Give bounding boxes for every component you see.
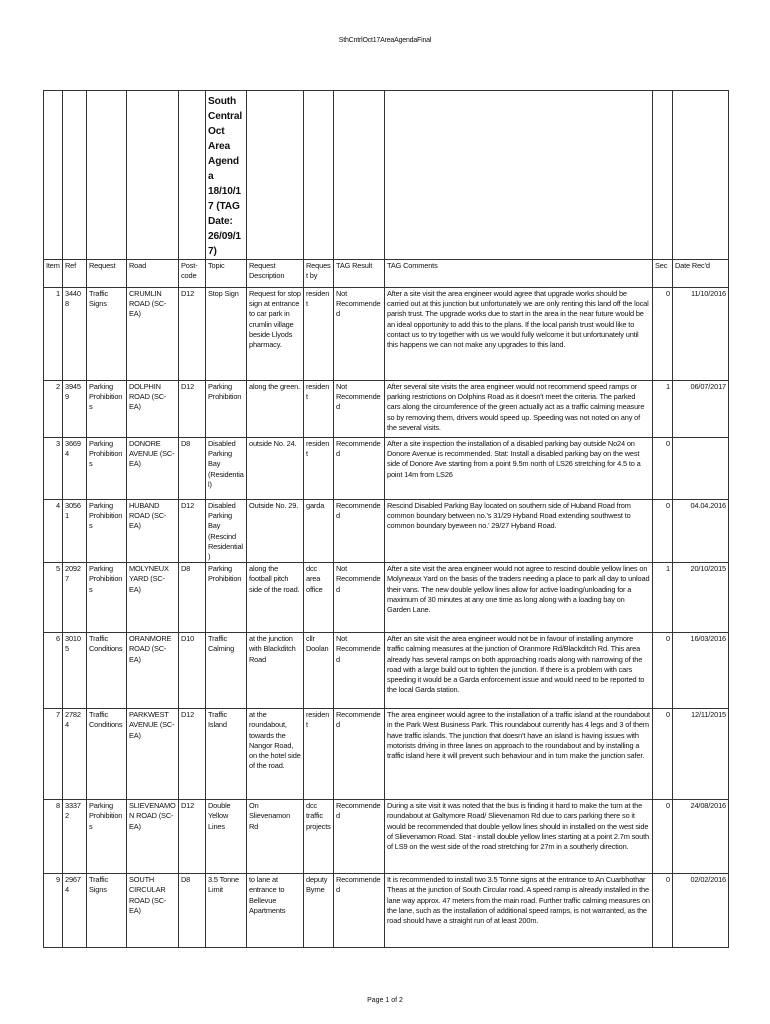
cell-item: 8	[44, 800, 63, 874]
cell-item: 2	[44, 381, 63, 438]
cell-tag-comments: After a site visit the area engineer would agree that upgrade works should be carried out at this junction but unfortunately we are only renting this land off the local parish trust. The upgrade works due to start in the area in the near future would be an ideal opportunity to add this to the plans. If the local parish trust would like to contact us to try together with us we would fully welcome it but unfortunately until this happens we can not make any upgrades to this land.	[385, 288, 653, 381]
column-header-postcode: Post-code	[179, 260, 206, 288]
cell-request: Traffic Signs	[87, 288, 127, 381]
cell-sec: 0	[653, 288, 673, 381]
cell-request-by: cllr Doolan	[304, 633, 334, 709]
cell-item: 5	[44, 563, 63, 633]
cell-ref: 36694	[63, 438, 87, 500]
cell-date: 11/10/2016	[673, 288, 729, 381]
cell-item: 7	[44, 709, 63, 800]
cell-item: 1	[44, 288, 63, 381]
cell-ref: 27824	[63, 709, 87, 800]
cell-date: 02/02/2016	[673, 874, 729, 948]
cell-ref: 33372	[63, 800, 87, 874]
table-row	[44, 288, 729, 381]
cell-request: Parking Prohibitions	[87, 381, 127, 438]
agenda-table	[43, 90, 729, 948]
table-row	[44, 709, 729, 800]
page-number: Page 1 of 2	[367, 997, 403, 1004]
cell-description: Request for stop sign at entrance to car park in crumlin village beside Llyods pharmacy.	[247, 288, 304, 381]
cell-tag-comments: Rescind Disabled Parking Bay located on southern side of Huband Road from common boundary between no.'s 31/29 Hyband Road extending southwest to common boundary byeween no.' 29/27 Hyband Road.	[385, 500, 653, 563]
cell-tag-comments: After a site inspection the installation of a disabled parking bay outside No24 on Donore Avenue is recommended. Stat: Install a disabled parking bay on the west side of Donore Ave starting from a point 9.5m north of LS26 stretching for 4.5 to a point 14m from LS26	[385, 438, 653, 500]
cell-date: 20/10/2015	[673, 563, 729, 633]
cell-ref: 29674	[63, 874, 87, 948]
column-header-row	[44, 260, 729, 288]
cell-sec: 0	[653, 633, 673, 709]
table-row	[44, 438, 729, 500]
column-header-ref: Ref	[63, 260, 87, 288]
column-header-sec: Sec	[653, 260, 673, 288]
cell-description: along the green.	[247, 381, 304, 438]
table-row	[44, 563, 729, 633]
cell-postcode: D12	[179, 709, 206, 800]
cell-date	[673, 438, 729, 500]
cell-topic: Disabled Parking Bay (Residential)	[206, 438, 247, 500]
column-header-item: Item	[44, 260, 63, 288]
cell-tag-comments: After a site visit the area engineer would not agree to rescind double yellow lines on Molyneaux Yard on the basis of the traders needing a place to park all day to unload their vans. The new double yellow lines allow for active loading/unloading for a maximum of 30 minutes at any one time as long along with a loading bay on Garden Lane.	[385, 563, 653, 633]
cell-postcode: D8	[179, 874, 206, 948]
cell-tag-result: Recommended	[334, 500, 385, 563]
cell-item: 6	[44, 633, 63, 709]
cell-request-by: resident	[304, 381, 334, 438]
cell-date: 24/08/2016	[673, 800, 729, 874]
cell-request-by: deputy Byrne	[304, 874, 334, 948]
cell-topic: Parking Prohibition	[206, 381, 247, 438]
cell-tag-comments: It is recommended to install two 3.5 Tonne signs at the entrance to An Cuarbhothar Theas at the junction of South Circular road. A speed ramp is already installed in the lane way approx. 47 meters from the main road. Further traffic calming measures on the lane, such as the installation of additional speed ramps, is not warranted, as the road should have a straight run of at least 200m.	[385, 874, 653, 948]
cell-postcode: D8	[179, 438, 206, 500]
cell-postcode: D12	[179, 800, 206, 874]
cell-description: On Slievenamon Rd	[247, 800, 304, 874]
cell-topic: Traffic Calming	[206, 633, 247, 709]
cell-sec: 0	[653, 500, 673, 563]
cell-sec: 1	[653, 563, 673, 633]
cell-request: Parking Prohibitions	[87, 500, 127, 563]
column-header-request: Request	[87, 260, 127, 288]
column-header-tag-result: TAG Result	[334, 260, 385, 288]
title-row	[44, 91, 729, 260]
cell-ref: 20927	[63, 563, 87, 633]
cell-description: at the roundabout, towards the Nangor Road, on the hotel side of the road.	[247, 709, 304, 800]
cell-ref: 30561	[63, 500, 87, 563]
cell-sec: 0	[653, 800, 673, 874]
column-header-tag-comments: TAG Comments	[385, 260, 653, 288]
cell-request-by: dcc traffic projects	[304, 800, 334, 874]
cell-request-by: dcc area office	[304, 563, 334, 633]
cell-tag-comments: The area engineer would agree to the installation of a traffic island at the roundabout in the Park West Business Park. This roundabout currently has 4 legs and 3 of them have traffic islands. The junction that doesn't have an island is having issues with motorists driving in three lanes on approach to the roundabout and by installing a traffic island here it will prevent such behaviour and in turn make the junction safer.	[385, 709, 653, 800]
cell-topic: 3.5 Tonne Limit	[206, 874, 247, 948]
cell-postcode: D12	[179, 288, 206, 381]
cell-date: 12/11/2015	[673, 709, 729, 800]
column-header-request-description: Request Description	[247, 260, 304, 288]
cell-road: ORANMORE ROAD (SC-EA)	[127, 633, 179, 709]
cell-tag-result: Not Recommended	[334, 563, 385, 633]
cell-request-by: resident	[304, 288, 334, 381]
cell-request: Parking Prohibitions	[87, 563, 127, 633]
cell-tag-result: Recommended	[334, 709, 385, 800]
cell-topic: Double Yellow Lines	[206, 800, 247, 874]
table-row	[44, 500, 729, 563]
cell-request: Traffic Conditions	[87, 709, 127, 800]
cell-sec: 0	[653, 709, 673, 800]
cell-tag-result: Not Recommended	[334, 381, 385, 438]
cell-request: Parking Prohibitions	[87, 800, 127, 874]
cell-topic: Disabled Parking Bay (Rescind Residential)	[206, 500, 247, 563]
cell-tag-comments: After several site visits the area engineer would not recommend speed ramps or parking restrictions on Dolphins Road as it doesn't meet the criteria. The parked cars along the circumference of the green actually act as a traffic calming measure so by removing them, drivers would speed up. Speeding was not noted on any of the several visits.	[385, 381, 653, 438]
agenda-title: South Central Oct Area Agenda 18/10/17 (TAG Date: 26/09/17)	[206, 91, 247, 260]
cell-item: 4	[44, 500, 63, 563]
cell-date: 04.04.2016	[673, 500, 729, 563]
cell-request-by: resident	[304, 438, 334, 500]
cell-road: DOLPHIN ROAD (SC-EA)	[127, 381, 179, 438]
cell-road: MOLYNEUX YARD (SC-EA)	[127, 563, 179, 633]
cell-sec: 0	[653, 874, 673, 948]
table-row	[44, 381, 729, 438]
cell-ref: 39459	[63, 381, 87, 438]
cell-road: HUBAND ROAD (SC-EA)	[127, 500, 179, 563]
cell-topic: Traffic Island	[206, 709, 247, 800]
column-header-request-by: Request by	[304, 260, 334, 288]
cell-sec: 1	[653, 381, 673, 438]
table-row	[44, 633, 729, 709]
cell-topic: Parking Prohibition	[206, 563, 247, 633]
cell-tag-result: Not Recommended	[334, 633, 385, 709]
cell-request: Traffic Signs	[87, 874, 127, 948]
cell-ref: 30105	[63, 633, 87, 709]
cell-item: 9	[44, 874, 63, 948]
cell-road: PARKWEST AVENUE (SC-EA)	[127, 709, 179, 800]
cell-road: SLIEVENAMON ROAD (SC-EA)	[127, 800, 179, 874]
cell-sec: 0	[653, 438, 673, 500]
cell-topic: Stop Sign	[206, 288, 247, 381]
cell-tag-result: Recommended	[334, 874, 385, 948]
document-filename: SthCntrlOct17AreaAgendaFinal	[338, 37, 432, 44]
column-header-topic: Topic	[206, 260, 247, 288]
table-row	[44, 874, 729, 948]
column-header-road: Road	[127, 260, 179, 288]
column-header-date: Date Rec'd	[673, 260, 729, 288]
cell-request: Traffic Conditions	[87, 633, 127, 709]
cell-request: Parking Prohibitions	[87, 438, 127, 500]
cell-road: CRUMLIN ROAD (SC-EA)	[127, 288, 179, 381]
cell-postcode: D12	[179, 381, 206, 438]
cell-request-by: resident	[304, 709, 334, 800]
cell-tag-comments: After an site visit the area engineer would not be in favour of installing anymore traffic calming measures at the junction of Oranmore Rd/Blackditch Rd. This area already has several ramps on both approaching roads along with narrowing of the road with a large build out to tighten the junction. If there is a problem with cars speeding it would be a Garda enforcement issue and would need to be reported to the local Garda station.	[385, 633, 653, 709]
cell-description: Outside No. 29.	[247, 500, 304, 563]
cell-request-by: garda	[304, 500, 334, 563]
cell-road: DONORE AVENUE (SC-EA)	[127, 438, 179, 500]
cell-date: 06/07/2017	[673, 381, 729, 438]
cell-road: SOUTH CIRCULAR ROAD (SC-EA)	[127, 874, 179, 948]
cell-postcode: D12	[179, 500, 206, 563]
cell-postcode: D8	[179, 563, 206, 633]
cell-ref: 34408	[63, 288, 87, 381]
cell-description: along the football pitch side of the road.	[247, 563, 304, 633]
cell-tag-result: Recommended	[334, 438, 385, 500]
cell-tag-result: Recommended	[334, 800, 385, 874]
cell-description: at the junction with Blackditch Road	[247, 633, 304, 709]
cell-tag-comments: During a site visit it was noted that the bus is finding it hard to make the turn at the roundabout at Galtymore Road/ Slievenamon Rd due to cars parking there so it would be recommended that double yellow lines should in installed on the west side of Slievenamon Road. Stat - install double yellow lines starting at a point 2.7m south of LS9 on the west side of the road stretching for 27m in a southerly direction.	[385, 800, 653, 874]
cell-description: to lane at entrance to Bellevue Apartments	[247, 874, 304, 948]
cell-date: 16/03/2016	[673, 633, 729, 709]
cell-tag-result: Not Recommended	[334, 288, 385, 381]
cell-description: outside No. 24.	[247, 438, 304, 500]
cell-postcode: D10	[179, 633, 206, 709]
table-row	[44, 800, 729, 874]
cell-item: 3	[44, 438, 63, 500]
